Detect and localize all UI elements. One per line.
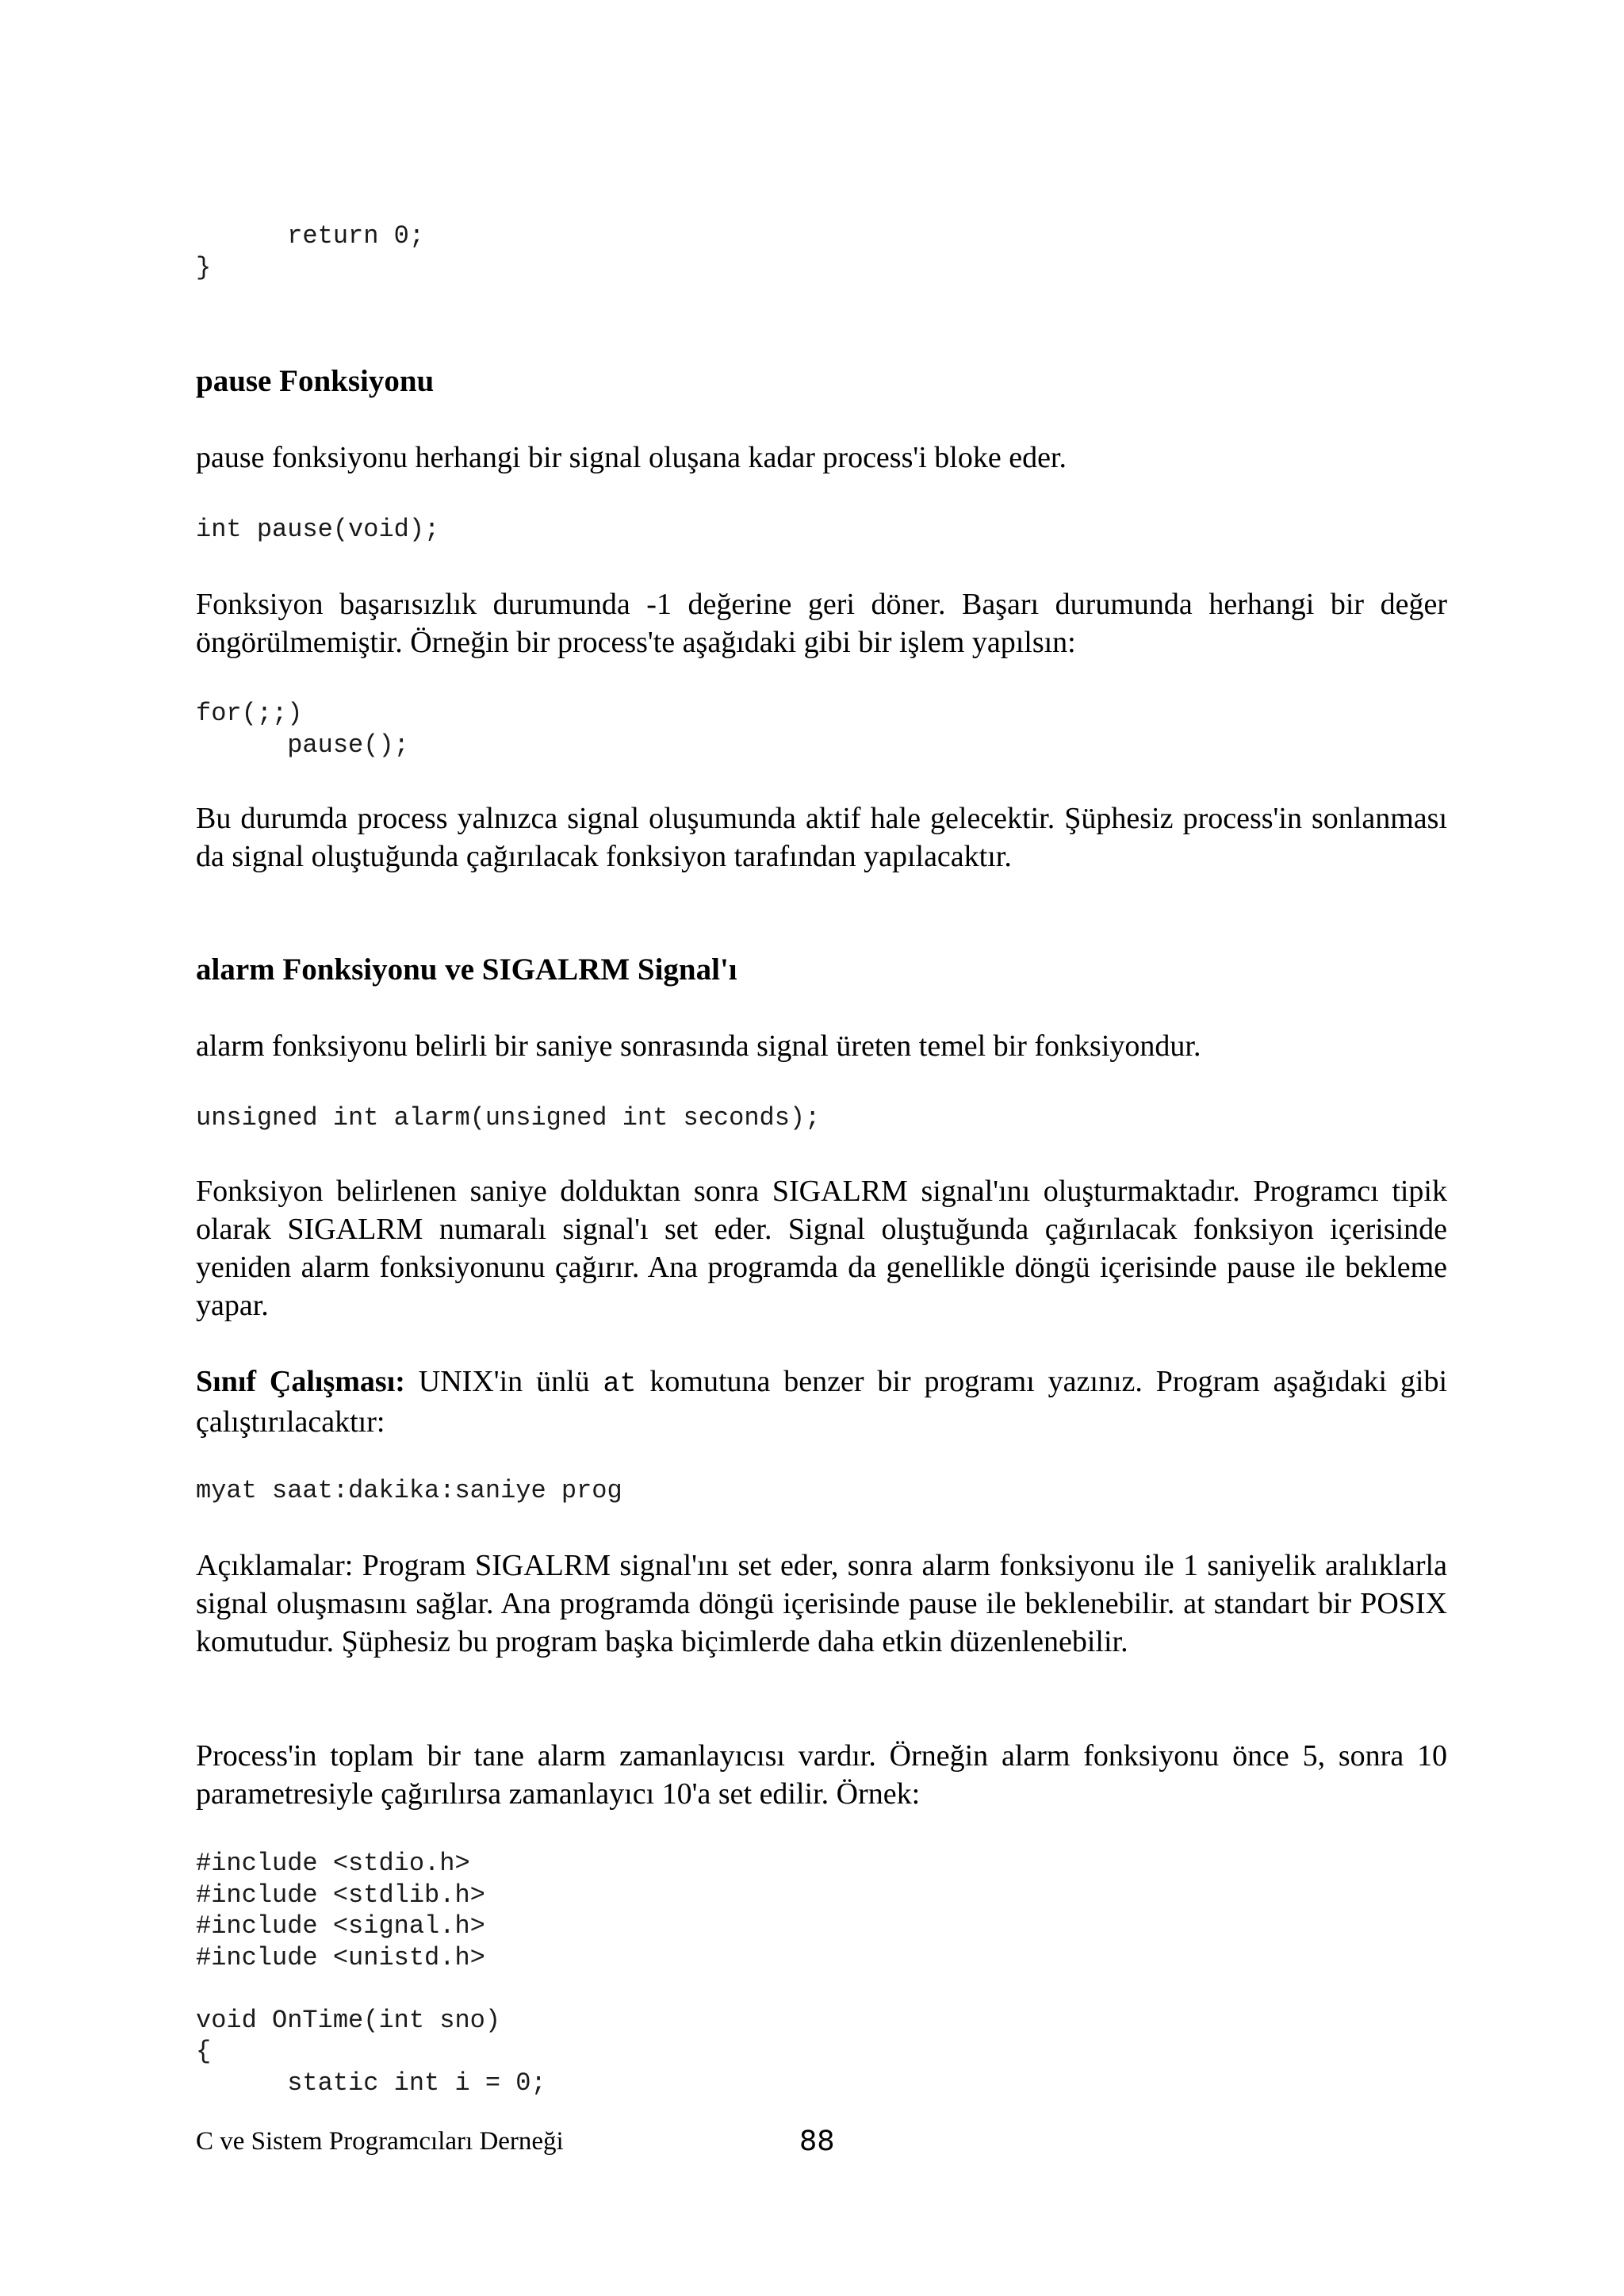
section-heading-pause: pause Fonksiyonu	[196, 364, 435, 398]
code-usage-myat: myat saat:dakika:saniye prog	[196, 1476, 622, 1505]
exercise-inline-code: at	[603, 1368, 637, 1400]
paragraph-pause-intro: pause fonksiyonu herhangi bir signal oluşana kadar process'i bloke eder.	[196, 441, 1067, 474]
paragraph-alarm-explanation: Fonksiyon belirlenen saniye dolduktan sonra SIGALRM signal'ını oluşturmaktadır. Programcı tipik olarak SIGALRM numaralı signal'ı set eder. Signal oluştuğunda çağırılacak fonksiyon içerisinde yeniden alarm fonksiyonunu çağırır. Ana programda da genellikle döngü içerisinde pause ile bekleme yapar.	[196, 1175, 1447, 1322]
exercise-text-before: UNIX'in ünlü	[404, 1365, 603, 1398]
exercise-text-after: komutuna benzer bir programı yazınız. Program aşağıdaki gibi çalıştırılacaktır:	[196, 1365, 1447, 1439]
code-prototype-pause: int pause(void);	[196, 515, 440, 544]
paragraph-alarm-timer: Process'in toplam bir tane alarm zamanlayıcısı vardır. Örneğin alarm fonksiyonu önce 5, sonra 10 parametresiyle çağırılırsa zamanlayıcı 10'a set edilir. Örnek:	[196, 1739, 1447, 1811]
paragraph-alarm-intro: alarm fonksiyonu belirli bir saniye sonrasında signal üreten temel bir fonksiyondur.	[196, 1029, 1201, 1063]
section-heading-alarm: alarm Fonksiyonu ve SIGALRM Signal'ı	[196, 953, 737, 987]
code-example-for-loop: for(;;) pause();	[196, 699, 409, 760]
exercise-label: Sınıf Çalışması:	[196, 1365, 405, 1398]
code-prototype-alarm: unsigned int alarm(unsigned int seconds);	[196, 1103, 821, 1133]
code-example-includes: #include <stdio.h> #include <stdlib.h> #include <signal.h> #include <unistd.h> void OnTime(int sno) { static int i = 0;	[196, 1849, 546, 2098]
paragraph-pause-return: Fonksiyon başarısızlık durumunda -1 değerine geri döner. Başarı durumunda herhangi bir değer öngörülmemiştir. Örneğin bir process'te aşağıdaki gibi bir işlem yapılsın:	[196, 588, 1447, 659]
paragraph-alarm-notes: Açıklamalar: Program SIGALRM signal'ını set eder, sonra alarm fonksiyonu ile 1 saniyelik aralıklarla signal oluşmasını sağlar. Ana programda döngü içerisinde pause ile beklenebilir. at standart bir POSIX komutudur. Şüphesiz bu program başka biçimlerde daha etkin düzenlenebilir.	[196, 1549, 1447, 1658]
paragraph-exercise	[196, 1363, 1447, 1441]
footer-organization: C ve Sistem Programcıları Derneği	[196, 2127, 564, 2156]
page-number: 88	[799, 2125, 835, 2157]
code-snippet-return: return 0; }	[196, 221, 425, 282]
paragraph-pause-explanation: Bu durumda process yalnızca signal oluşumunda aktif hale gelecektir. Şüphesiz process'in sonlanması da signal oluştuğunda çağırılacak fonksiyon tarafından yapılacaktır.	[196, 802, 1447, 873]
